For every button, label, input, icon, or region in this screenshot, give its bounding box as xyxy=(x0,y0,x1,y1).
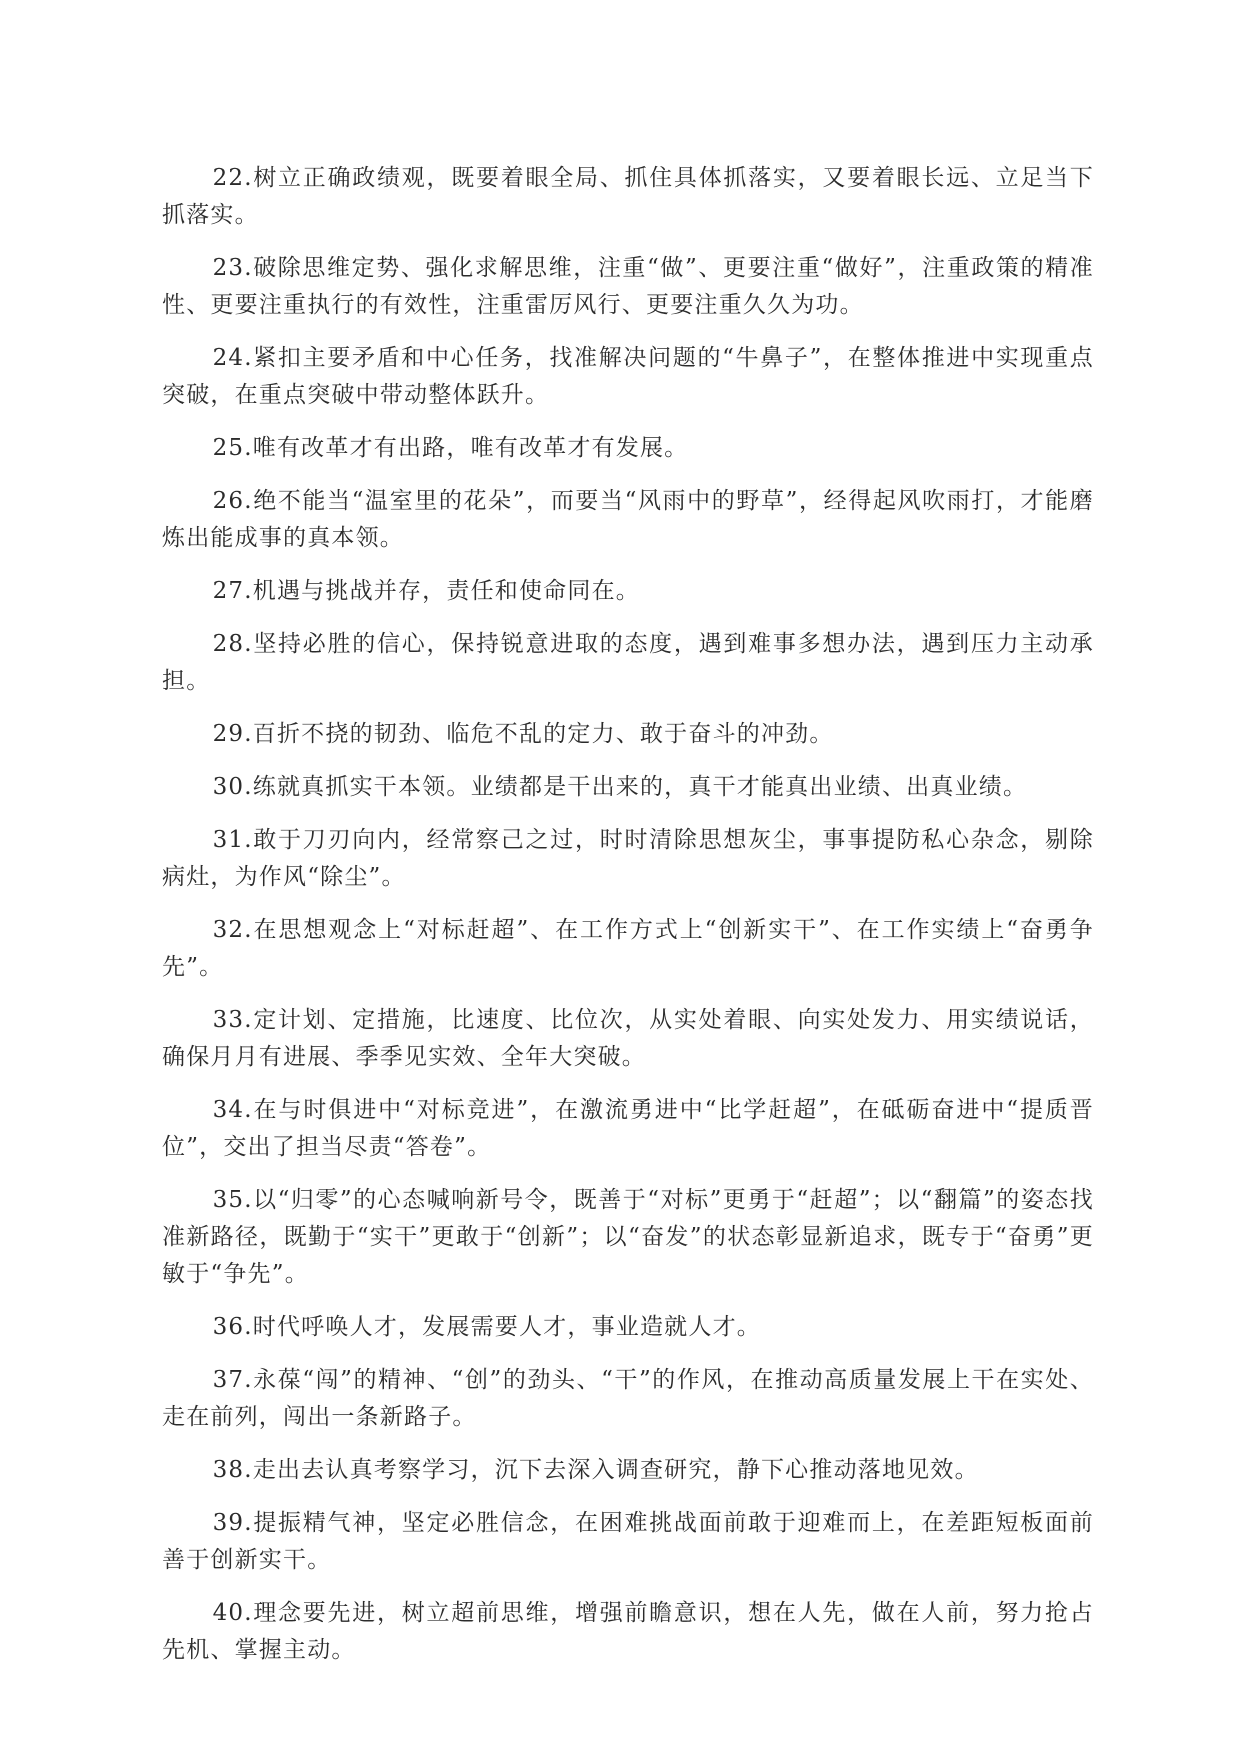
paragraph-38: 38.走出去认真考察学习，沉下去深入调查研究，静下心推动落地见效。 xyxy=(212,1457,979,1483)
paragraph-24: 24.紧扣主要矛盾和中心任务，找准解决问题的“牛鼻子”，在整体推进中实现重点突破，在重点突破中带动整体跃升。 xyxy=(162,345,1094,408)
paragraph-22: 22.树立正确政绩观，既要着眼全局、抓住具体抓落实，又要着眼长远、立足当下抓落实。 xyxy=(162,165,1094,228)
paragraph-23: 23.破除思维定势、强化求解思维，注重“做”、更要注重“做好”，注重政策的精准性、更要注重执行的有效性，注重雷厉风行、更要注重久久为功。 xyxy=(162,255,1094,318)
paragraph-33: 33.定计划、定措施，比速度、比位次，从实处着眼、向实处发力、用实绩说话，确保月月有进展、季季见实效、全年大突破。 xyxy=(162,1007,1094,1070)
paragraph-40: 40.理念要先进，树立超前思维，增强前瞻意识，想在人先，做在人前，努力抢占先机、掌握主动。 xyxy=(162,1600,1094,1663)
paragraph-36: 36.时代呼唤人才，发展需要人才，事业造就人才。 xyxy=(212,1314,761,1340)
paragraph-35: 35.以“归零”的心态喊响新号令，既善于“对标”更勇于“赶超”；以“翻篇”的姿态找准新路径，既勤于“实干”更敢于“创新”；以“奋发”的状态彰显新追求，既专于“奋勇”更敏于“争先”。 xyxy=(162,1187,1094,1287)
paragraph-31: 31.敢于刀刃向内，经常察己之过，时时清除思想灰尘，事事提防私心杂念，剔除病灶，为作风“除尘”。 xyxy=(162,827,1094,890)
paragraph-28: 28.坚持必胜的信心，保持锐意进取的态度，遇到难事多想办法，遇到压力主动承担。 xyxy=(162,631,1094,694)
paragraph-39: 39.提振精气神，坚定必胜信念，在困难挑战面前敢于迎难而上，在差距短板面前善于创新实干。 xyxy=(162,1510,1094,1573)
paragraph-26: 26.绝不能当“温室里的花朵”，而要当“风雨中的野草”，经得起风吹雨打，才能磨炼出能成事的真本领。 xyxy=(162,488,1094,551)
paragraph-30: 30.练就真抓实干本领。业绩都是干出来的，真干才能真出业绩、出真业绩。 xyxy=(212,774,1028,800)
paragraph-25: 25.唯有改革才有出路，唯有改革才有发展。 xyxy=(212,435,689,461)
paragraph-27: 27.机遇与挑战并存，责任和使命同在。 xyxy=(212,578,640,604)
paragraph-32: 32.在思想观念上“对标赶超”、在工作方式上“创新实干”、在工作实绩上“奋勇争先”。 xyxy=(162,917,1094,980)
paragraph-37: 37.永葆“闯”的精神、“创”的劲头、“干”的作风，在推动高质量发展上干在实处、走在前列，闯出一条新路子。 xyxy=(162,1367,1094,1430)
paragraph-34: 34.在与时俱进中“对标竞进”，在激流勇进中“比学赶超”，在砥砺奋进中“提质晋位”，交出了担当尽责“答卷”。 xyxy=(162,1097,1094,1160)
paragraph-29: 29.百折不挠的韧劲、临危不乱的定力、敢于奋斗的冲劲。 xyxy=(212,721,834,747)
document-body xyxy=(162,160,1094,1685)
